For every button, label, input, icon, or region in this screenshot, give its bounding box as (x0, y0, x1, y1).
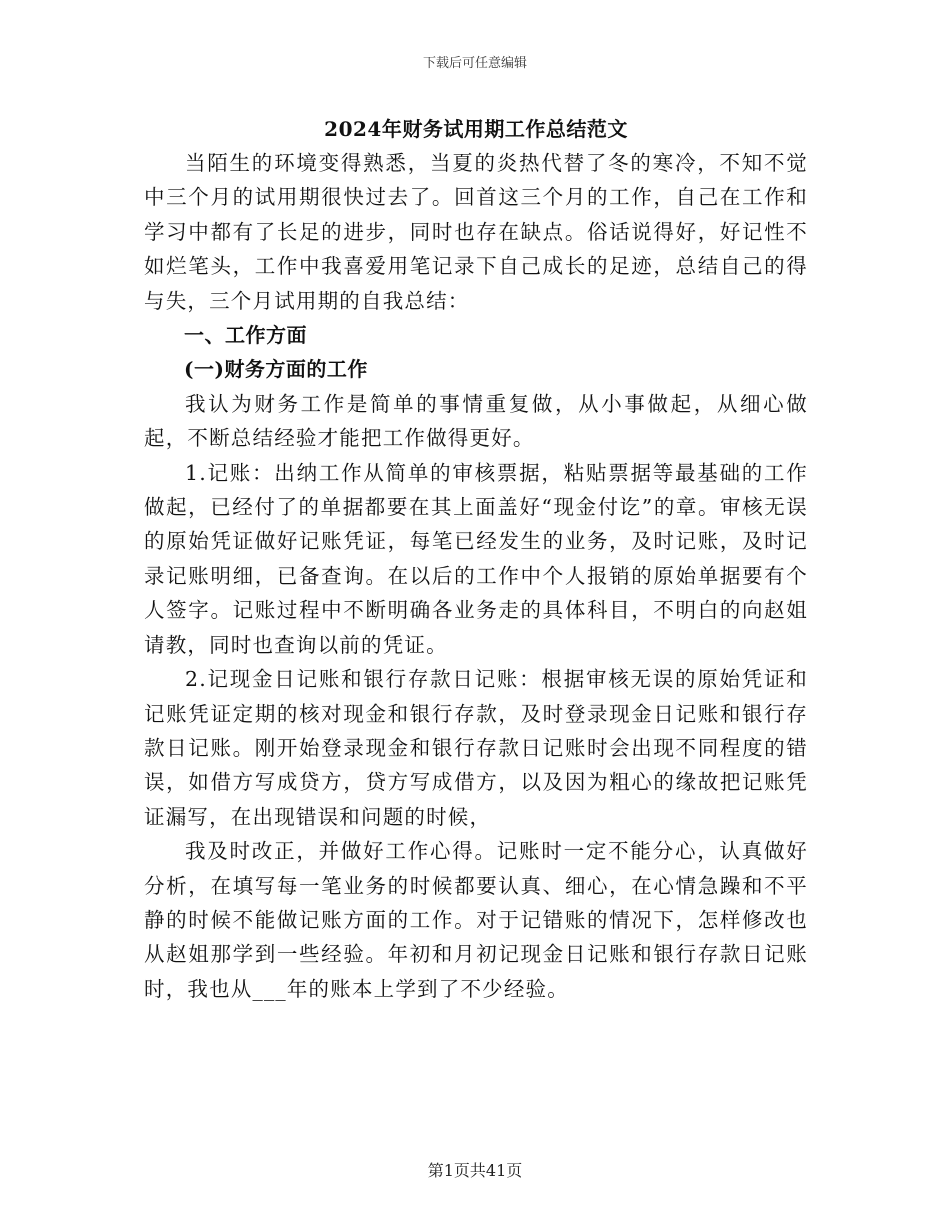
section-heading-work: 一、工作方面 (184, 323, 307, 348)
page-number: 第1页共41页 (427, 1161, 523, 1180)
document-body (144, 112, 808, 1006)
subsection-heading-finance: (一)财务方面的工作 (184, 357, 368, 382)
paragraph-corrections: 我及时改正，并做好工作心得。记账时一定不能分心，认真做好分析，在填写每一笔业务的时候都要认真、细心，在心情急躁和不平静的时候不能做记账方面的工作。对于记错账的情况下，怎样修改也从赵姐那学到一些经验。年初和月初记现金日记账和银行存款日记账时，我也从___年的账本上学到了不少经验。 (144, 839, 808, 1001)
paragraph-bookkeeping: 1.记账：出纳工作从简单的审核票据，粘贴票据等最基础的工作做起，已经付了的单据都要在其上面盖好“现金付讫”的章。审核无误的原始凭证做好记账凭证，每笔已经发生的业务，及时记账，及时记录记账明细，已备查询。在以后的工作中个人报销的原始单据要有个人签字。记账过程中不断明确各业务走的具体科目，不明白的向赵姐请教，同时也查询以前的凭证。 (144, 460, 808, 657)
paragraph-intro: 当陌生的环境变得熟悉，当夏的炎热代替了冬的寒冷，不知不觉中三个月的试用期很快过去了。回首这三个月的工作，自己在工作和学习中都有了长足的进步，同时也存在缺点。俗话说得好，好记性不如烂笔头，工作中我喜爱用笔记录下自己成长的足迹，总结自己的得与失，三个月试用期的自我总结： (144, 151, 808, 313)
paragraph-journals: 2.记现金日记账和银行存款日记账：根据审核无误的原始凭证和记账凭证定期的核对现金和银行存款，及时登录现金日记账和银行存款日记账。刚开始登录现金和银行存款日记账时会出现不同程度的错误，如借方写成贷方，贷方写成借方，以及因为粗心的缘故把记账凭证漏写，在出现错误和问题的时候， (144, 667, 808, 829)
document-title: 2024年财务试用期工作总结范文 (324, 117, 628, 141)
paragraph-finance-view: 我认为财务工作是简单的事情重复做，从小事做起，从细心做起，不断总结经验才能把工作做得更好。 (144, 391, 808, 451)
page-header: 下载后可任意编辑 (422, 56, 527, 71)
